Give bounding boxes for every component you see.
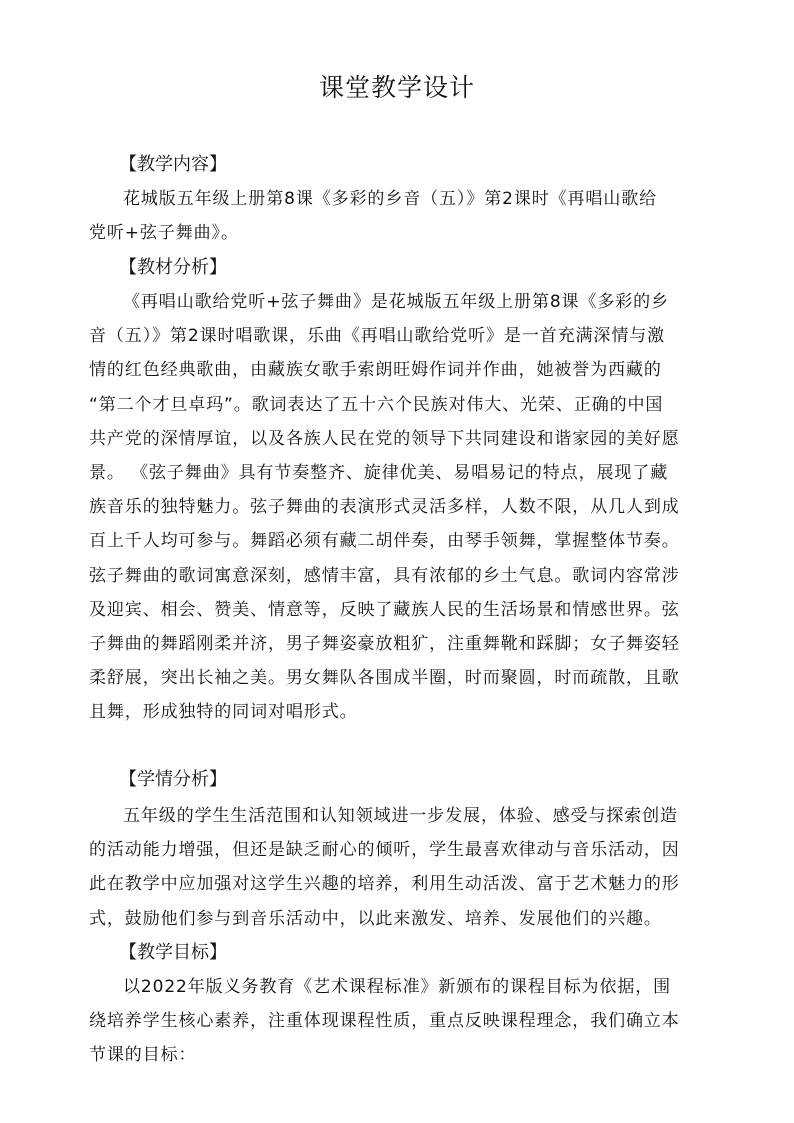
text-line: “第二个才旦卓玛”。歌词表达了五十六个民族对伟大、光荣、正确的中国 [89,394,664,415]
text-line: 音（五）》第2课时唱歌课，乐曲《再唱山歌给党听》是一首充满深情与激 [89,326,666,347]
text-line: 以2022年版义务教育《艺术课程标准》新颁布的课程目标为依据，围 [123,977,672,997]
section-heading-teaching-objectives: 【教学目标】 [119,942,227,963]
section-text-student-analysis [89,799,707,936]
page-title: 课堂教学设计 [318,73,475,102]
text-line: 族音乐的独特魅力。弦子舞曲的表演形式灵活多样，人数不限，从几人到成 [89,497,680,518]
section-heading-material-analysis: 【教材分析】 [119,257,227,278]
section-text-teaching-content [89,182,707,251]
section-text-material-analysis [89,285,707,763]
text-line: 子舞曲的舞蹈刚柔并济，男子舞姿豪放粗犷，注重舞靴和踩脚；女子舞姿轻 [89,633,680,654]
text-line: 花城版五年级上册第8课《多彩的乡音（五）》第2课时《再唱山歌给 [123,189,658,209]
text-line: 节课的目标： [89,1045,197,1066]
section-heading-teaching-content: 【教学内容】 [119,154,227,175]
text-line: 及迎宾、相会、赞美、情意等，反映了藏族人民的生活场景和情感世界。弦 [89,599,680,620]
section-heading-student-analysis: 【学情分析】 [119,769,227,790]
text-line: 此在教学中应加强对这学生兴趣的培养，利用生动活泼、富于艺术魅力的形 [89,874,680,895]
text-line: 情的红色经典歌曲，由藏族女歌手索朗旺姆作词并作曲，她被誉为西藏的 [89,360,662,381]
text-line: 《再唱山歌给党听+弦子舞曲》是花城版五年级上册第8课《多彩的乡 [123,292,669,312]
text-line: 绕培养学生核心素养，注重体现课程性质，重点反映课程理念，我们确立本 [89,1011,680,1032]
text-line: 式，鼓励他们参与到音乐活动中，以此来激发、培养、发展他们的兴趣。 [89,908,662,929]
text-line: 五年级的学生生活范围和认知领域进一步发展，体验、感受与探索创造 [123,806,678,826]
text-line: 弦子舞曲的歌词寓意深刻，感情丰富，具有浓郁的乡土气息。歌词内容常涉 [89,565,680,586]
section-text-teaching-objectives [89,970,707,1074]
text-line: 共产党的深情厚谊，以及各族人民在党的领导下共同建设和谐家园的美好愿 [89,428,680,449]
document-body [89,148,707,1074]
text-line: 景。 《弦子舞曲》具有节奏整齐、旋律优美、易唱易记的特点，展现了藏 [89,462,669,483]
text-line: 且舞，形成独特的同词对唱形式。 [89,702,358,723]
text-line: 的活动能力增强，但还是缺乏耐心的倾听，学生最喜欢律动与音乐活动，因 [89,840,680,861]
text-line: 党听+弦子舞曲》。 [89,223,239,244]
text-line: 柔舒展，突出长袖之美。男女舞队各围成半圈，时而聚圆，时而疏散，且歌 [89,668,680,689]
text-line: 百上千人均可参与。舞蹈必须有藏二胡伴奏，由琴手领舞，掌握整体节奏。 [89,531,680,552]
